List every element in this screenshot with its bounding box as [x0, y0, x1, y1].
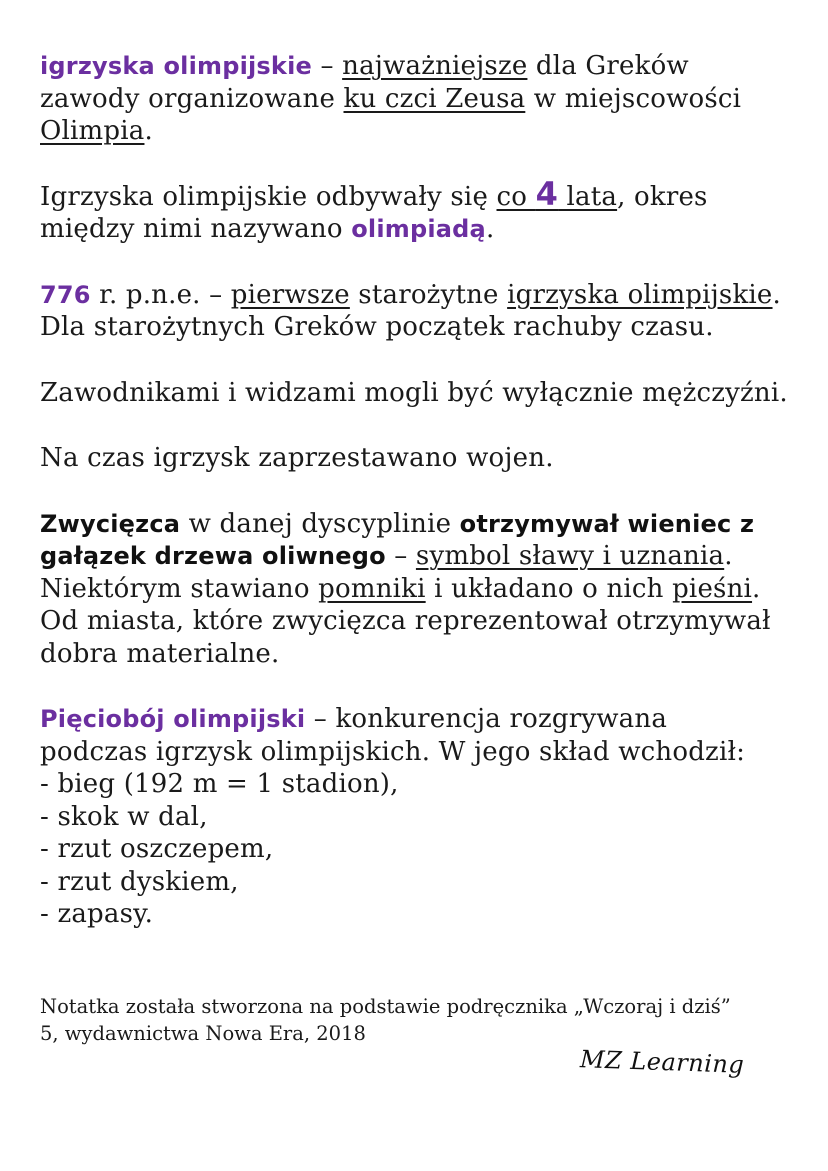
line: Olimpia. [40, 116, 153, 146]
underlined-igrzyska-olimpijskie: igrzyska olimpijskie [507, 279, 773, 310]
line: dobra materialne. [40, 638, 280, 669]
underlined-symbol-slawy: symbol sławy i uznania [415, 541, 725, 571]
number-4: 4 [535, 174, 559, 213]
paragraph-olimpiada [40, 174, 810, 246]
paragraph-pieciboj [40, 703, 810, 931]
bold-otrzymywal-wieniec: otrzymywał wieniec z [459, 509, 755, 538]
underlined-co-4-lata: co 4 lata [496, 174, 618, 213]
line: Igrzyska olimpijskie odbywały się co 4 lata, okres [40, 174, 708, 213]
paragraph-igrzyska-definition [40, 50, 810, 148]
line: Na czas igrzysk zaprzestawano wojen. [40, 443, 554, 473]
paragraph-776 [40, 279, 810, 344]
note-body [40, 50, 810, 964]
line: 776 r. p.n.e. – pierwsze starożytne igrzyska olimpijskie. [40, 279, 781, 310]
line: Niektórym stawiano pomniki i układano o nich pieśni. [40, 573, 761, 604]
line: podczas igrzysk olimpijskich. W jego skład wchodził: [40, 736, 746, 767]
line: Pięciobój olimpijski – konkurencja rozgrywana [40, 704, 668, 734]
line: Zwycięzca w danej dyscyplinie otrzymywał wieniec z [40, 508, 755, 539]
line: zawody organizowane ku czci Zeusa w miejscowości [40, 83, 742, 114]
line: gałązek drzewa oliwnego – symbol sławy i uznania. [40, 541, 733, 571]
underlined-olimpia: Olimpia [40, 116, 145, 146]
list-item: - rzut dyskiem, [40, 866, 239, 897]
term-olimpiada: olimpiadą [351, 215, 486, 243]
list-item: - rzut oszczepem, [40, 834, 274, 864]
source-footnote [40, 993, 820, 1047]
underlined-pomniki: pomniki [318, 573, 426, 604]
author-signature: MZ Learning [579, 1045, 745, 1079]
bold-galazek-drzewa-oliwnego: gałązek drzewa oliwnego [40, 542, 386, 570]
list-item: - skok w dal, [40, 801, 208, 832]
paragraph-zwyciezca [40, 508, 810, 671]
underlined-piesni: pieśni [672, 573, 753, 604]
line: Od miasta, które zwycięzca reprezentował otrzymywał [40, 606, 771, 636]
term-zwyciezca: Zwycięzca [40, 509, 181, 538]
paragraph-wojny [40, 442, 810, 475]
list-item: - zapasy. [40, 899, 154, 929]
line: igrzyska olimpijskie – najważniejsze dla Greków [40, 51, 689, 81]
year-776: 776 [40, 280, 91, 309]
paragraph-zawodnicy [40, 377, 810, 410]
term-igrzyska-olimpijskie: igrzyska olimpijskie [40, 52, 312, 80]
line: między nimi nazywano olimpiadą. [40, 214, 495, 244]
list-item: - bieg (192 m = 1 stadion), [40, 769, 399, 799]
footnote-line: 5, wydawnictwa Nowa Era, 2018 [40, 1022, 366, 1045]
underlined-najwazniejsze: najważniejsze [342, 51, 528, 81]
underlined-ku-czci-zeusa: ku czci Zeusa [343, 83, 526, 114]
footnote-line: Notatka została stworzona na podstawie podręcznika „Wczoraj i dziś” [40, 995, 731, 1018]
line: Zawodnikami i widzami mogli być wyłącznie mężczyźni. [40, 377, 788, 408]
underlined-pierwsze: pierwsze [230, 279, 350, 310]
term-pieciboj-olimpijski: Pięciobój olimpijski [40, 705, 306, 733]
line: Dla starożytnych Greków początek rachuby czasu. [40, 312, 714, 342]
